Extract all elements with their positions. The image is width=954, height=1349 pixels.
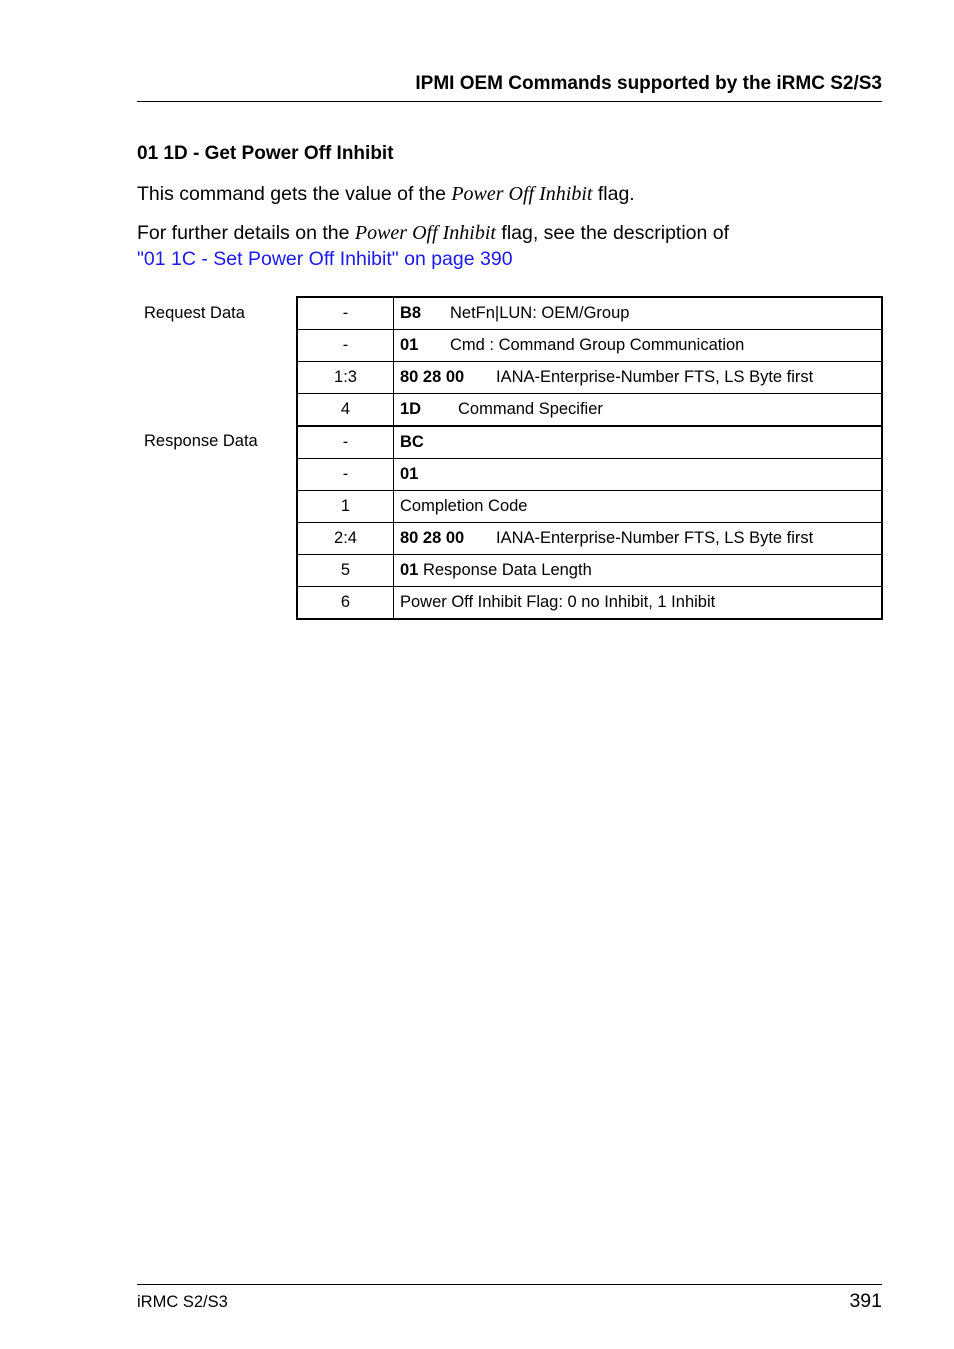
table-row	[297, 523, 882, 555]
header-rule	[137, 101, 882, 102]
footer-rule	[137, 1284, 882, 1285]
description-cell	[394, 362, 883, 394]
description-cell	[394, 394, 883, 427]
table-row	[297, 394, 882, 427]
hex-value: B8	[400, 304, 422, 322]
footer-product-name: iRMC S2/S3	[137, 1293, 228, 1311]
hex-value: 80 28 00	[400, 368, 465, 386]
table-row	[297, 426, 882, 459]
response-data-label: Response Data	[144, 432, 258, 450]
byte-cell: -	[297, 330, 394, 362]
para1-text-before: This command gets the value of the	[137, 183, 452, 205]
description-cell	[394, 587, 883, 620]
section-title: 01 1D - Get Power Off Inhibit	[137, 143, 394, 164]
description-cell	[394, 330, 883, 362]
byte-cell: -	[297, 426, 394, 459]
field-text: Completion Code	[400, 497, 528, 515]
table-row	[297, 555, 882, 587]
byte-cell: 1:3	[297, 362, 394, 394]
byte-cell: 1	[297, 491, 394, 523]
hex-value: 01	[400, 465, 419, 483]
cross-reference-link[interactable]: "01 1C - Set Power Off Inhibit" on page 390	[137, 248, 513, 270]
description-cell	[394, 491, 883, 523]
byte-cell: 6	[297, 587, 394, 620]
request-data-label: Request Data	[144, 304, 245, 322]
description-cell	[394, 459, 883, 491]
para1-emphasis: Power Off Inhibit	[451, 183, 593, 205]
hex-value: 01	[400, 336, 419, 354]
table-row	[297, 362, 882, 394]
table-row	[297, 587, 882, 620]
field-text: IANA-Enterprise-Number FTS, LS Byte first	[496, 529, 814, 547]
table-row	[297, 459, 882, 491]
hex-value: 1D	[400, 400, 422, 418]
description-cell	[394, 555, 883, 587]
para2-text-before: For further details on the	[137, 222, 355, 244]
table-row	[297, 491, 882, 523]
byte-cell: 4	[297, 394, 394, 427]
byte-cell: 5	[297, 555, 394, 587]
hex-value: 80 28 00	[400, 529, 465, 547]
para2-text-after: flag, see the description of	[495, 222, 730, 244]
table-row	[297, 330, 882, 362]
hex-value: BC	[400, 433, 424, 451]
page-number: 391	[849, 1290, 882, 1312]
byte-cell: -	[297, 459, 394, 491]
hex-value: 01	[400, 561, 419, 579]
description-cell	[394, 297, 883, 330]
running-header: IPMI OEM Commands supported by the iRMC S2/S3	[415, 73, 882, 94]
para2-emphasis: Power Off Inhibit	[354, 222, 496, 244]
field-text: Response Data Length	[422, 561, 592, 579]
description-cell	[394, 523, 883, 555]
field-text: IANA-Enterprise-Number FTS, LS Byte first	[496, 368, 814, 386]
table-row	[297, 297, 882, 330]
field-text: Power Off Inhibit Flag: 0 no Inhibit, 1 Inhibit	[400, 593, 716, 611]
byte-cell: 2:4	[297, 523, 394, 555]
field-text: Cmd : Command Group Communication	[450, 336, 745, 354]
field-text: NetFn|LUN: OEM/Group	[450, 304, 630, 322]
para1-text-after: flag.	[592, 183, 635, 205]
field-text: Command Specifier	[458, 400, 603, 418]
command-table	[296, 296, 883, 620]
details-paragraph	[137, 220, 729, 272]
byte-cell: -	[297, 297, 394, 330]
description-paragraph	[137, 181, 635, 207]
description-cell	[394, 426, 883, 459]
